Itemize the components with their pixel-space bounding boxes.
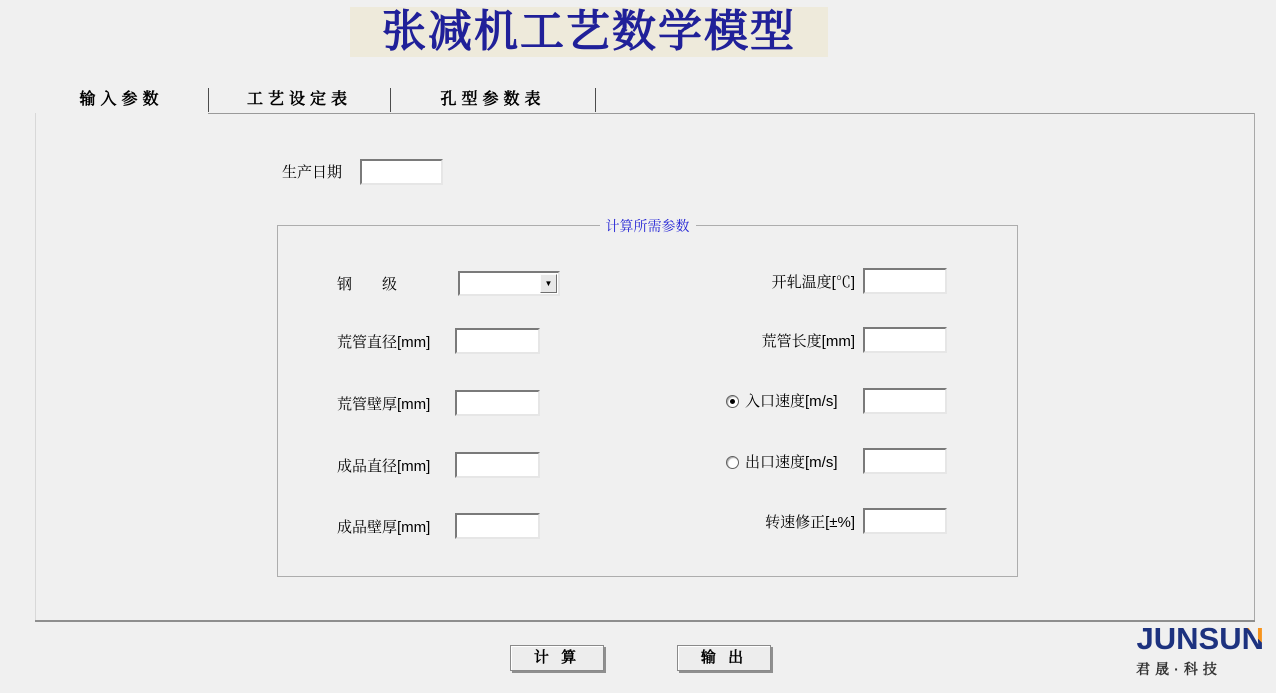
shell-diameter-label: 荒管直径[mm] — [337, 334, 431, 351]
junsun-logo — [1092, 622, 1264, 656]
speed-correction-label: 转速修正[±%] — [765, 514, 855, 531]
shell-wall-thickness-label: 荒管壁厚[mm] — [337, 396, 431, 413]
production-date-label: 生产日期 — [282, 164, 343, 181]
tab-input-params[interactable]: 输入参数 — [79, 91, 164, 108]
product-diameter-label: 成品直径[mm] — [337, 458, 431, 475]
tab-process-setting-table[interactable]: 工艺设定表 — [246, 91, 352, 108]
steel-grade-combobox[interactable] — [458, 271, 560, 296]
outlet-speed-input[interactable] — [863, 448, 947, 474]
production-date-input[interactable] — [360, 159, 443, 185]
inlet-speed-input[interactable] — [863, 388, 947, 414]
product-diameter-input[interactable] — [455, 452, 540, 478]
tab-pass-parameter-table[interactable]: 孔型参数表 — [440, 91, 546, 108]
junsun-logo-subtitle: 君晟·科技 — [1136, 661, 1222, 677]
output-button[interactable]: 输 出 — [677, 645, 771, 671]
speed-correction-input[interactable] — [863, 508, 947, 534]
shell-diameter-input[interactable] — [455, 328, 540, 354]
inlet-speed-radio[interactable] — [726, 395, 739, 408]
outlet-speed-radio[interactable] — [726, 456, 739, 469]
radio-dot — [730, 399, 735, 404]
tab-panel-border — [208, 113, 1254, 114]
product-wall-thickness-label: 成品壁厚[mm] — [337, 519, 431, 536]
brand-text-accent: N — [1241, 621, 1264, 656]
combo-dropdown-button[interactable] — [540, 274, 557, 293]
shell-length-input[interactable] — [863, 327, 947, 353]
steel-grade-label: 钢 级 — [337, 276, 398, 293]
tab-panel-border — [35, 113, 36, 620]
tab-panel-border — [1254, 113, 1255, 620]
calculate-button[interactable]: 计 算 — [510, 645, 604, 671]
page-title: 张减机工艺数学模型 — [350, 7, 828, 57]
rolling-start-temperature-input[interactable] — [863, 268, 947, 294]
outlet-speed-label: 出口速度[m/s] — [745, 454, 838, 471]
shell-length-label: 荒管长度[mm] — [761, 333, 855, 350]
chevron-down-icon: ▼ — [544, 279, 553, 288]
brand-text: JUNSU — [1136, 621, 1242, 656]
tab-panel-border — [35, 620, 1255, 622]
product-wall-thickness-input[interactable] — [455, 513, 540, 539]
tab-separator — [595, 88, 596, 112]
inlet-speed-label: 入口速度[m/s] — [745, 393, 838, 410]
rolling-start-temperature-label: 开轧温度[℃] — [771, 274, 855, 291]
groupbox-legend: 计算所需参数 — [600, 216, 696, 236]
shell-wall-thickness-input[interactable] — [455, 390, 540, 416]
